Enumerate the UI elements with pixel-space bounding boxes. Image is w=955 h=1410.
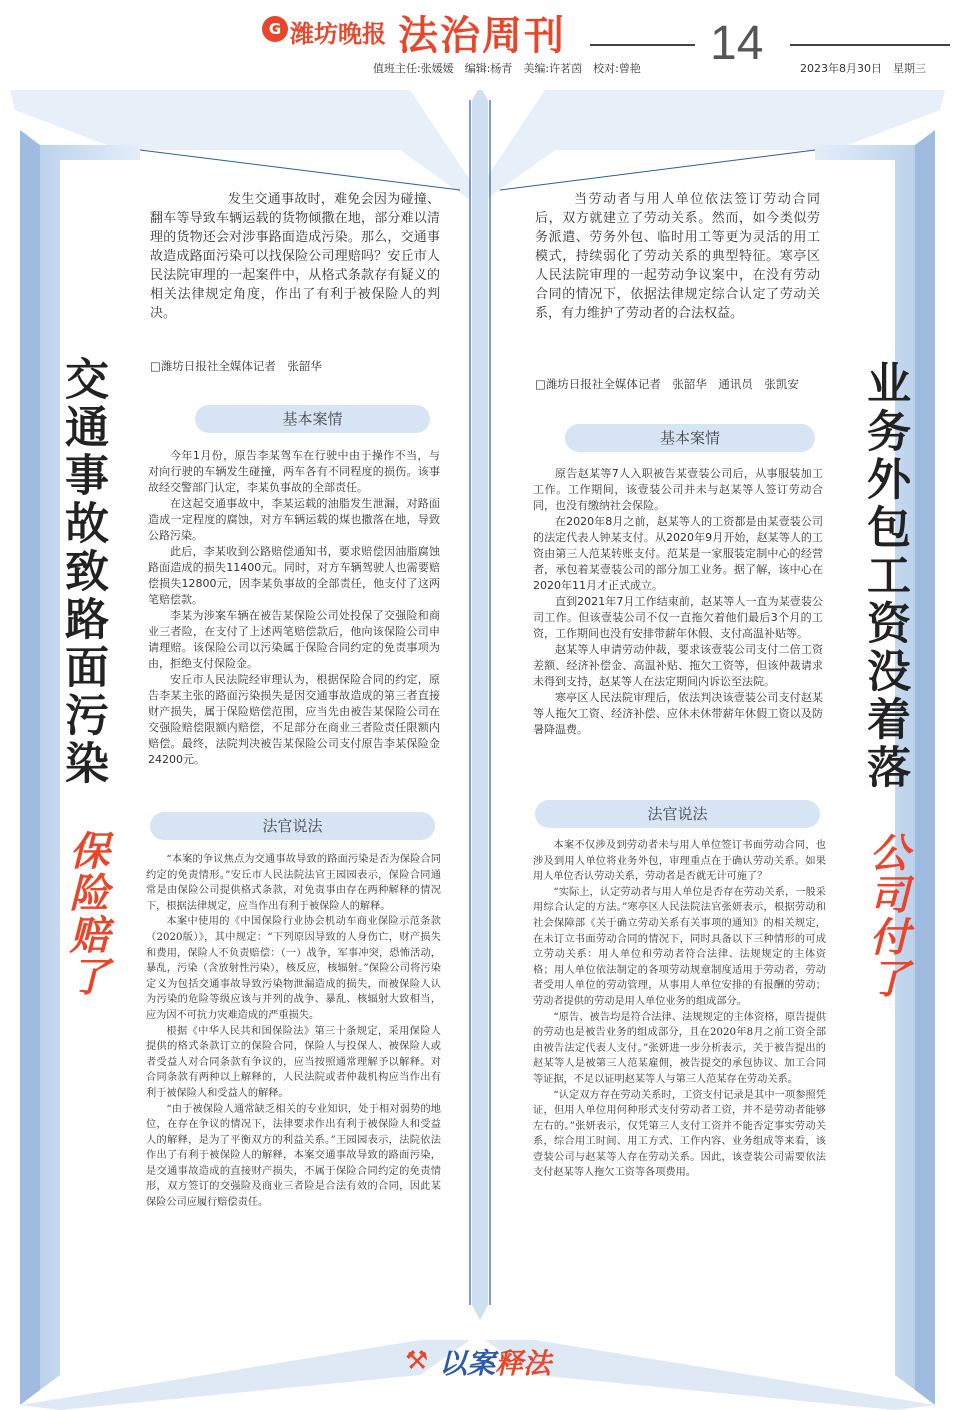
paragraph: 安丘市人民法院经审理认为，根据保险合同的约定，原告李某主张的路面污染损失是因交通事故造成的第三者直接财产损失，属于保险赔偿范围，应当先由被告某保险公司在交强险赔偿限额内赔偿，不足部分在商业三者险责任限额内赔偿。最终，法院判决被告某保险公司支付原告李某保险金24200元。 — [148, 673, 440, 766]
issue-date: 2023年8月30日 星期三 — [800, 62, 926, 75]
section-label: 法官说法 — [262, 817, 323, 835]
paper-name: 潍坊晚报 — [290, 20, 386, 48]
paragraph: “原告、被告均是符合法律、法规规定的主体资格，原告提供的劳动也是被告业务的组成部分，且在2020年8月之前工资全部由被告法定代表人支付。”张妍进一步分析表示，关于被告提出的赵某等人是被第三人范某雇佣，被告提交的承包协议、加工合同等证据，不足以证明赵某等人与第三人范某存在劳动关系。 — [533, 1011, 826, 1085]
right-headline: 业务外包工资没着落 — [859, 360, 910, 792]
left-headline: 交通事故致路面污染 — [57, 356, 108, 788]
paragraph: “由于被保险人通常缺乏相关的专业知识，处于相对弱势的地位，在存在争议的情况下，法律要求作出有利于被保险人和受益人的解释，是为了平衡双方的利益关系。”王园园表示，法院依法作出了有利于被保险人的解释，本案交通事故导致的路面污染，是交通事故造成的直接财产损失，不属于保险合同约定的免责情形，双方签订的交强险及商业三者险是合法有效的合同，因此某保险公司应履行赔偿责任。 — [146, 1103, 441, 1209]
column-title-part: 以案 — [439, 1347, 496, 1380]
left-section-judge — [150, 812, 435, 840]
section-label: 基本案情 — [282, 410, 343, 428]
paragraph: 在2020年8月之前，赵某等人的工资都是由某壹装公司的法定代表人钟某支付。从2020年9月开始，赵某等人的工资由第三人范某转账支付。范某是一家服装定制中心的经营者，承包着某壹装公司的部分加工业务。据了解，该中心在2020年11月才正式成立。 — [533, 515, 823, 592]
right-judge-body — [533, 838, 826, 1181]
left-lead: 发生交通事故时，难免会因为碰撞、翻车等导致车辆运载的货物倾撒在地，部分难以清理的货物还会对涉事路面造成污染。那么，交通事故造成路面污染可以找保险公司理赔吗？安丘市人民法院审理的一起案件中，从格式条款存有疑义的相关法律规定角度，作出了有利于被保险人的判决。 — [150, 192, 440, 321]
paragraph: “本案的争议焦点为交通事故导致的路面污染是否为保险合同约定的免责情形。”安丘市人民法院法官王园园表示，保险合同通常是由保险公司提供格式条款，对免责事由存在两种解释的情况下，根据法律规定，应当作出有利于被保险人的解释。 — [146, 854, 441, 912]
header-rule — [590, 44, 695, 46]
paragraph: 原告赵某等7人入职被告某壹装公司后，从事服装加工工作。工作期间，该壹装公司并未与赵某等人签订劳动合同，也没有缴纳社会保险。 — [533, 467, 823, 512]
paragraph: 本案不仅涉及到劳动者未与用人单位签订书面劳动合同，也涉及到用人单位将业务外包，审理重点在于确认劳动关系。如果用人单位否认劳动关系，劳动者是否就无计可施了？ — [533, 840, 826, 883]
paragraph: 根据《中华人民共和国保险法》第三十条规定，采用保险人提供的格式条款订立的保险合同，保险人与投保人、被保险人或者受益人对合同条款有争议的，应当按照通常理解予以解释。对合同条款有两种以上解释的，人民法院或者仲裁机构应当作出有利于被保险人和受益人的解释。 — [146, 1025, 441, 1099]
column-title — [439, 1342, 551, 1382]
column-title-part: 释法 — [495, 1347, 552, 1380]
gavel-icon: ⚒ — [405, 1346, 429, 1376]
right-lead: 当劳动者与用人单位依法签订劳动合同后，双方就建立了劳动关系。然而，如今类似劳务派遣、劳务外包、临时用工等更为灵活的用工模式，持续弱化了劳动关系的典型特征。寒亭区人民法院审理的一起劳动争议案中，在没有劳动合同的情况下，依据法律规定综合认定了劳动关系，有力维护了劳动者的合法权益。 — [535, 192, 820, 321]
paragraph: 寒亭区人民法院审理后，依法判决该壹装公司支付赵某等人拖欠工资、经济补偿、应休未休带薪年休假工资以及防暑降温费。 — [533, 691, 823, 736]
paragraph: 此后，李某收到公路赔偿通知书，要求赔偿因油脂腐蚀路面造成的损失11400元。同时，对方车辆驾驶人也需要赔偿损失12800元，因李某负事故的全部责任，他支付了这两笔赔偿款。 — [148, 545, 440, 606]
left-byline: □潍坊日报社全媒体记者 张韶华 — [150, 359, 322, 373]
paragraph: 在这起交通事故中，李某运载的油脂发生泄漏，对路面造成一定程度的腐蚀，对方车辆运载的煤也撒落在地，导致公路污染。 — [148, 497, 440, 542]
right-byline: □潍坊日报社全媒体记者 张韶华 通讯员 张凯安 — [535, 377, 799, 391]
section-label: 基本案情 — [659, 429, 720, 447]
paragraph: 李某为涉案车辆在被告某保险公司处投保了交强险和商业三者险，在支付了上述两笔赔偿款后，他向该保险公司申请理赔。该保险公司以污染属于保险合同约定的免责事项为由，拒绝支付保险金。 — [148, 609, 440, 670]
right-section-case — [565, 424, 815, 452]
paragraph: 本案中使用的《中国保险行业协会机动车商业保险示范条款（2020版）》，其中规定：“下列原因导致的人身伤亡，财产损失和费用，保险人不负责赔偿：（一）战争，军事冲突，恐怖活动，暴乱，污染（含放射性污染），核反应，核辐射。”保险公司将污染定义为包括交通事故导致污染物泄漏造成的损失，而被保险人认为污染的危险等级应该与并列的战争、暴乱、核辐射大致相当，应为因不可抗力灾难造成的严重损失。 — [146, 916, 441, 1021]
staff-credits: 值班主任:张媛媛 编辑:杨青 美编:许茗茵 校对:曾艳 — [373, 62, 641, 75]
page-number: 14 — [710, 17, 764, 70]
paragraph: “实际上，认定劳动者与用人单位是否存在劳动关系，一般采用综合认定的方法。”寒亭区人民法院法官张妍表示，根据劳动和社会保障部《关于确立劳动关系有关事项的通知》的相关规定，在未订立书面劳动合同的情况下，同时具备以下三种情形的可成立劳动关系：用人单位和劳动者符合法律、法规规定的主体资格；用人单位依法制定的各项劳动规章制度适用于劳动者，劳动者受用人单位的劳动管理，从事用人单位安排的有报酬的劳动；劳动者提供的劳动是用人单位业务的组成部分。 — [533, 886, 826, 1007]
header-rule — [790, 44, 950, 46]
section-label: 法官说法 — [647, 805, 708, 823]
section-title: 法治周刊 — [398, 13, 566, 59]
left-case-body — [148, 448, 440, 768]
right-section-judge — [535, 800, 820, 828]
masthead — [0, 0, 955, 90]
paragraph: 赵某等人申请劳动仲裁，要求该壹装公司支付二倍工资差额、经济补偿金、高温补贴、拖欠工资等，但该仲裁请求未得到支持，赵某等人在法定期间内诉讼至法院。 — [533, 643, 823, 688]
left-section-case — [195, 405, 430, 433]
left-judge-body — [146, 852, 441, 1211]
right-subhead: 公司付了 — [863, 832, 909, 1000]
paragraph: 今年1月份，原告李某驾车在行驶中由于操作不当，与对向行驶的车辆发生碰撞，两车各有不同程度的损伤。该事故经交警部门认定，李某负事故的全部责任。 — [148, 449, 440, 494]
right-case-body — [533, 466, 823, 738]
paragraph: 直到2021年7月工作结束前，赵某等人一直为某壹装公司工作。但该壹装公司不仅一直拖欠着他们最后3个月的工资，工作期间也没有安排带薪年休假、支付高温补贴等。 — [533, 595, 823, 640]
left-subhead: 保险赔了 — [63, 830, 109, 998]
newspaper-logo-icon: G — [262, 16, 288, 42]
paragraph: “认定双方存在劳动关系时，工资支付记录是其中一项参照凭证，但用人单位用何种形式支付劳动者工资，并不是劳动者能够左右的。”张妍表示，仅凭第三人支付工资并不能否定事实劳动关系，综合用工时间、用工方式、工作内容、业务组成等来看，该壹装公司与赵某等人存在劳动关系。因此，该壹装公司需要依法支付赵某等人拖欠工资等各项费用。 — [533, 1089, 826, 1179]
